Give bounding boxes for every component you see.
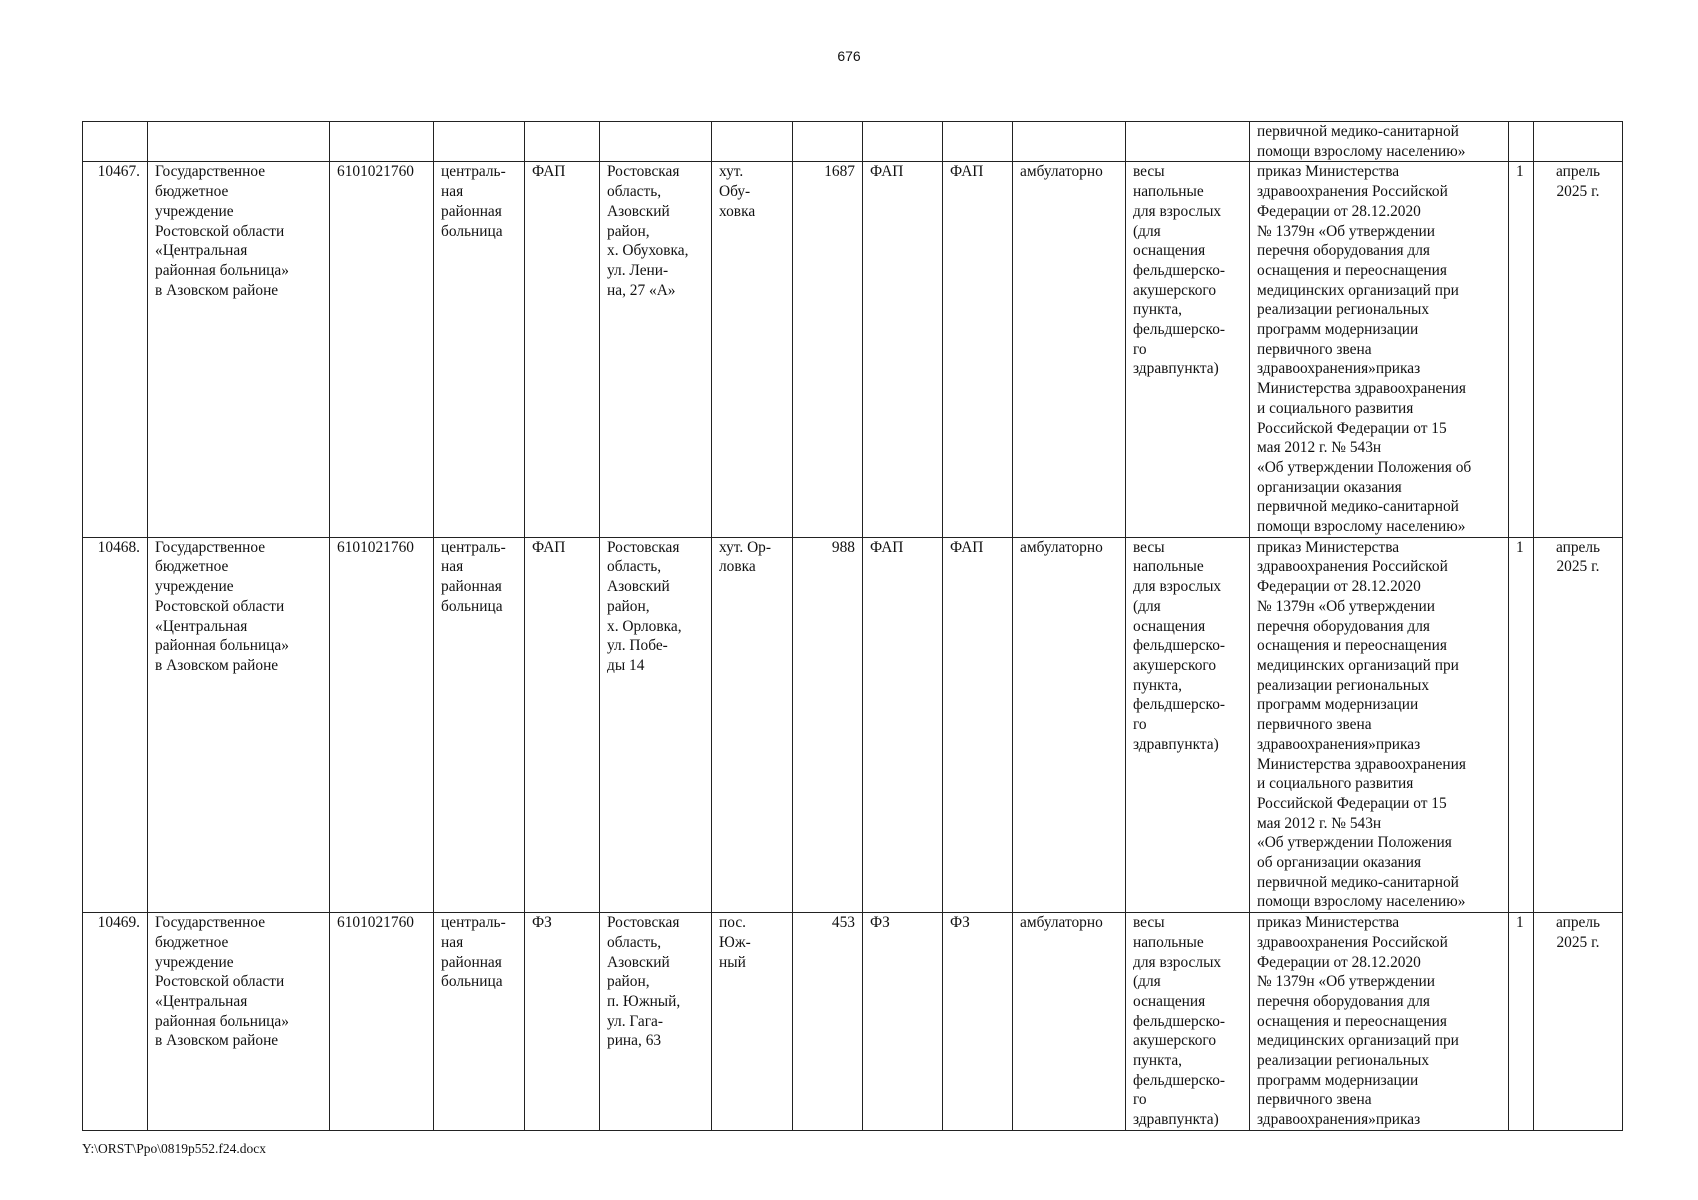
cell-empty — [1534, 122, 1623, 162]
cell-empty — [863, 122, 943, 162]
cell-facility-kind: ФАП — [943, 537, 1013, 912]
cell-settlement: хут. Ор- ловка — [712, 537, 793, 912]
cell-empty — [330, 122, 434, 162]
cell-empty — [434, 122, 525, 162]
cell-legal-basis: первичной медико-санитарной помощи взрослому населению» — [1250, 122, 1509, 162]
cell-settlement: пос. Юж- ный — [712, 913, 793, 1131]
cell-empty — [793, 122, 863, 162]
cell-facility-type: ФАП — [863, 537, 943, 912]
cell-unit-type: ФАП — [525, 537, 600, 912]
cell-care-condition: амбулаторно — [1013, 537, 1126, 912]
cell-settlement: хут. Обу- ховка — [712, 162, 793, 537]
page-number: 676 — [837, 48, 861, 64]
footer-file-path: Y:\ORST\Ppo\0819p552.f24.docx — [82, 1141, 267, 1156]
table-row — [83, 162, 1623, 537]
cell-empty — [943, 122, 1013, 162]
equipment-table — [82, 121, 1623, 1131]
cell-row-number: 10469. — [83, 913, 148, 1131]
cell-address: Ростовская область, Азовский район, х. Орловка, ул. Побе- ды 14 — [600, 537, 712, 912]
cell-population: 1687 — [793, 162, 863, 537]
cell-address: Ростовская область, Азовский район, х. Обуховка, ул. Лени- на, 27 «А» — [600, 162, 712, 537]
cell-empty — [148, 122, 330, 162]
cell-empty — [1013, 122, 1126, 162]
cell-empty — [712, 122, 793, 162]
cell-quantity: 1 — [1509, 913, 1534, 1131]
cell-population: 988 — [793, 537, 863, 912]
cell-empty — [1126, 122, 1250, 162]
cell-unit-type: ФЗ — [525, 913, 600, 1131]
cell-address: Ростовская область, Азовский район, п. Южный, ул. Гага- рина, 63 — [600, 913, 712, 1131]
cell-inn: 6101021760 — [330, 913, 434, 1131]
cell-equipment: весы напольные для взрослых (для оснащения фельдшерско- акушерского пункта, фельдшерско- го здравпункта) — [1126, 537, 1250, 912]
cell-care-condition: амбулаторно — [1013, 913, 1126, 1131]
table-row — [83, 913, 1623, 1131]
cell-inn: 6101021760 — [330, 537, 434, 912]
cell-population: 453 — [793, 913, 863, 1131]
cell-facility-kind: ФЗ — [943, 913, 1013, 1131]
cell-legal-basis: приказ Министерства здравоохранения Российской Федерации от 28.12.2020 № 1379н «Об утверждении перечня оборудования для оснащения и переоснащения медицинских организаций при реализации региональных программ модернизации первичного звена здравоохранения»приказ Министерства здравоохранения и социального развития Российской Федерации от 15 мая 2012 г. № 543н «Об утверждении Положения об организации оказания первичной медико-санитарной помощи взрослому населению» — [1250, 162, 1509, 537]
table-row — [83, 537, 1623, 912]
cell-deadline: апрель 2025 г. — [1534, 162, 1623, 537]
cell-empty — [1509, 122, 1534, 162]
cell-org-type: централь- ная районная больница — [434, 162, 525, 537]
cell-legal-basis: приказ Министерства здравоохранения Российской Федерации от 28.12.2020 № 1379н «Об утверждении перечня оборудования для оснащения и переоснащения медицинских организаций при реализации региональных программ модернизации первичного звена здравоохранения»приказ — [1250, 913, 1509, 1131]
cell-row-number: 10467. — [83, 162, 148, 537]
cell-legal-basis: приказ Министерства здравоохранения Российской Федерации от 28.12.2020 № 1379н «Об утверждении перечня оборудования для оснащения и переоснащения медицинских организаций при реализации региональных программ модернизации первичного звена здравоохранения»приказ Министерства здравоохранения и социального развития Российской Федерации от 15 мая 2012 г. № 543н «Об утверждении Положения об организации оказания первичной медико-санитарной помощи взрослому населению» — [1250, 537, 1509, 912]
cell-org-type: централь- ная районная больница — [434, 913, 525, 1131]
cell-organization: Государственное бюджетное учреждение Ростовской области «Центральная районная больница» в Азовском районе — [148, 537, 330, 912]
cell-facility-kind: ФАП — [943, 162, 1013, 537]
cell-quantity: 1 — [1509, 537, 1534, 912]
cell-row-number: 10468. — [83, 537, 148, 912]
cell-empty — [525, 122, 600, 162]
cell-quantity: 1 — [1509, 162, 1534, 537]
continuation-row — [83, 122, 1623, 162]
cell-empty — [600, 122, 712, 162]
cell-unit-type: ФАП — [525, 162, 600, 537]
cell-organization: Государственное бюджетное учреждение Ростовской области «Центральная районная больница» в Азовском районе — [148, 162, 330, 537]
cell-equipment: весы напольные для взрослых (для оснащения фельдшерско- акушерского пункта, фельдшерско- го здравпункта) — [1126, 162, 1250, 537]
cell-facility-type: ФЗ — [863, 913, 943, 1131]
cell-equipment: весы напольные для взрослых (для оснащения фельдшерско- акушерского пункта, фельдшерско- го здравпункта) — [1126, 913, 1250, 1131]
cell-deadline: апрель 2025 г. — [1534, 913, 1623, 1131]
cell-org-type: централь- ная районная больница — [434, 537, 525, 912]
cell-empty — [83, 122, 148, 162]
cell-deadline: апрель 2025 г. — [1534, 537, 1623, 912]
cell-inn: 6101021760 — [330, 162, 434, 537]
cell-organization: Государственное бюджетное учреждение Ростовской области «Центральная районная больница» в Азовском районе — [148, 913, 330, 1131]
cell-facility-type: ФАП — [863, 162, 943, 537]
cell-care-condition: амбулаторно — [1013, 162, 1126, 537]
